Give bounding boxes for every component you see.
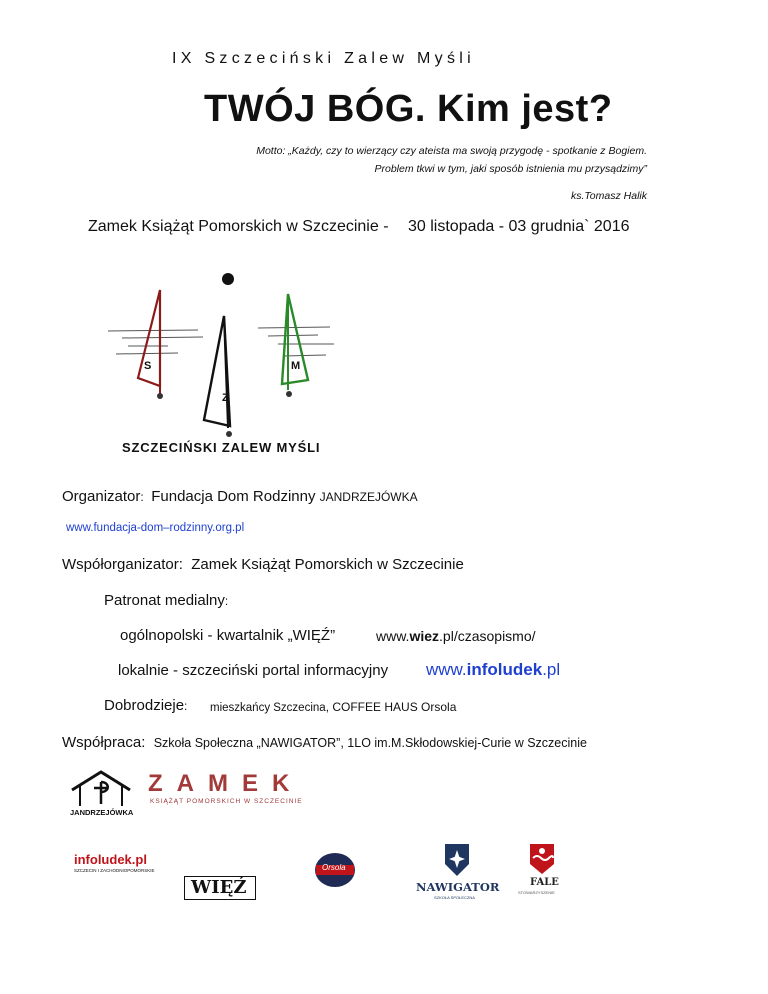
coorganizer-label: Współorganizator: — [62, 556, 183, 573]
waves-shield-icon — [512, 842, 572, 876]
fale-logo: FALE STOWARZYSZENIE — [512, 842, 572, 900]
organizer-link[interactable]: www.fundacja-dom–rodzinny.org.pl — [66, 522, 245, 534]
sail-letter-m: M — [291, 360, 301, 372]
patronage-national-text: ogólnopolski - kwartalnik „WIĘŹ” — [120, 627, 336, 644]
benefactors-label: Dobrodzieje — [104, 697, 185, 714]
organizer-name: Fundacja Dom Rodzinny — [151, 488, 316, 505]
patronage-local-text: lokalnie - szczeciński portal informacyjny — [118, 662, 389, 679]
venue: Zamek Książąt Pomorskich w Szczecinie - — [88, 218, 389, 235]
cooperation-line — [62, 734, 587, 751]
motto-line-1: Motto: „Każdy, czy to wierzący czy ateista ma swoją przygodę - spotkanie z Bogiem. — [256, 145, 647, 157]
patronage-local — [118, 662, 388, 679]
organizer-line — [62, 488, 418, 505]
page-title: TWÓJ BÓG. Kim jest? — [204, 88, 613, 130]
organizer-label: Organizator — [62, 488, 141, 505]
sail-letter-z: Z — [222, 392, 229, 404]
motto-line-2: Problem tkwi w tym, jaki sposób istnienia mu przysądzimy” — [374, 163, 647, 175]
dates: 30 listopada - 03 grudnia` 2016 — [408, 218, 630, 235]
patronage-national — [120, 627, 335, 644]
jandrzejowka-logo: JANDRZEJÓWKA — [66, 768, 136, 818]
cooperation-label: Współpraca: — [62, 734, 146, 751]
nawigator-logo: NAWIGATOR SZKOŁA SPOŁECZNA — [412, 842, 502, 902]
motto — [187, 142, 647, 178]
infoludek-link[interactable]: www.infoludek.pl — [426, 660, 561, 679]
sail-letter-s: S — [144, 360, 152, 372]
house-icon — [66, 768, 136, 808]
infoludek-logo: infoludek.pl SZCZECIN I ZACHODNIOPOMORSKIE — [74, 852, 155, 873]
event-series: IX Szczeciński Zalew Myśli — [172, 50, 475, 67]
patronage-label-line: Patronat medialny: — [104, 592, 229, 609]
orsola-logo: Orsola — [314, 852, 356, 888]
benefactors-label-line: Dobrodzieje: — [104, 697, 188, 714]
organizer-suffix: JANDRZEJÓWKA — [319, 490, 418, 504]
coorganizer-line — [62, 556, 464, 573]
wiez-link[interactable]: www.wiez.pl/czasopismo/ — [376, 628, 536, 644]
compass-shield-icon — [412, 842, 502, 878]
motto-author: ks.Tomasz Halik — [570, 190, 647, 202]
benefactors-names: mieszkańcy Szczecina, COFFEE HAUS Orsola — [210, 700, 457, 714]
patronage-label: Patronat medialny — [104, 592, 225, 609]
zamek-logo: ZAMEK KSIĄŻĄT POMORSKICH W SZCZECINIE — [148, 770, 304, 805]
logo-caption: SZCZECIŃSKI ZALEW MYŚLI — [122, 440, 321, 455]
coorganizer-name: Zamek Książąt Pomorskich w Szczecinie — [191, 556, 464, 573]
wiez-logo: WIĘŹ — [184, 876, 256, 900]
colon: : — [140, 490, 148, 504]
cooperation-text: Szkoła Społeczna „NAWIGATOR”, 1LO im.M.Skłodowskiej-Curie w Szczecinie — [153, 736, 587, 750]
zalew-mysli-logo — [108, 268, 334, 458]
